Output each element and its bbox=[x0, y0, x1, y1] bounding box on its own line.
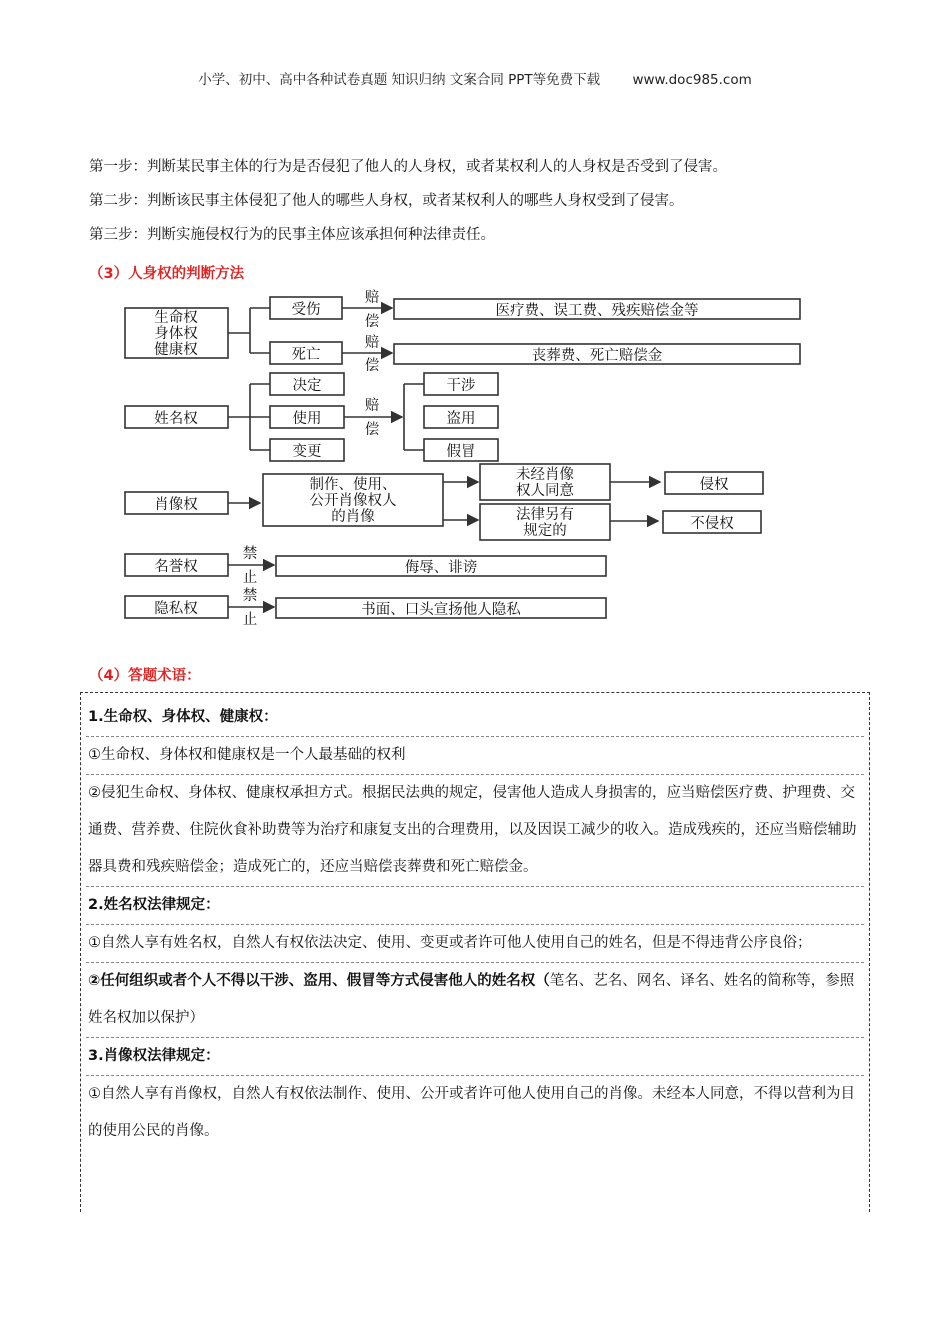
steps-section bbox=[89, 156, 879, 258]
compensate-char-5: 赔 bbox=[364, 398, 380, 414]
portrait-action-line-2: 公开肖像权人 bbox=[309, 493, 397, 509]
injury-result-label: 医疗费、误工费、残疾赔偿金等 bbox=[495, 303, 699, 319]
section-3-title: （3）人身权的判断方法 bbox=[89, 266, 245, 282]
body-right-label: 身体权 bbox=[154, 326, 198, 342]
injury-label: 受伤 bbox=[291, 302, 321, 318]
law-exception-line-2: 规定的 bbox=[523, 523, 567, 539]
portrait-action-line-3: 的肖像 bbox=[331, 509, 375, 525]
name-right-label: 姓名权 bbox=[154, 411, 198, 427]
privacy-result-label: 书面、口头宣扬他人隐私 bbox=[361, 602, 521, 618]
section-4-title: （4）答题术语： bbox=[89, 668, 201, 684]
answer-para-1: ①生命权、身体权和健康权是一个人最基础的权利 bbox=[86, 737, 864, 775]
answer-heading-1: 1.生命权、身体权、健康权： bbox=[86, 699, 864, 737]
reputation-result-label: 侮辱、诽谤 bbox=[404, 560, 478, 576]
interfere-label: 干涉 bbox=[446, 378, 476, 394]
portrait-right-label: 肖像权 bbox=[154, 497, 198, 513]
not-infringe-label: 不侵权 bbox=[690, 516, 734, 532]
use-label: 使用 bbox=[292, 411, 322, 427]
page-header bbox=[0, 68, 950, 88]
answer-para-2: ②侵犯生命权、身体权、健康权承担方式。根据民法典的规定，侵害他人造成人身损害的，应当赔偿医疗费、护理费、交通费、营养费、住院伙食补助费等为治疗和康复支出的合理费用，以及因误工减少的收入。造成残疾的，还应当赔偿辅助器具费和残疾赔偿金；造成死亡的，还应当赔偿丧葬费和死亡赔偿金。 bbox=[86, 775, 864, 887]
answer-para-5: ①自然人享有肖像权，自然人有权依法制作、使用、公开或者许可他人使用自己的肖像。未经本人同意，不得以营利为目的使用公民的肖像。 bbox=[88, 1086, 855, 1139]
forbid-char-1: 禁 bbox=[242, 546, 258, 562]
forbid-char-4: 止 bbox=[242, 612, 258, 628]
answer-para-4-rest: 笔名、艺名、网名、译名、姓名的简称等，参照姓名权加以保护） bbox=[88, 973, 855, 1026]
header-url[interactable]: www.doc985.com bbox=[632, 72, 752, 88]
step-2: 第二步：判断该民事主体侵犯了他人的哪些人身权，或者某权利人的哪些人身权受到了侵害。 bbox=[89, 193, 684, 209]
answer-heading-2: 2.姓名权法律规定： bbox=[86, 887, 864, 925]
header-text: 小学、初中、高中各种试卷真题 知识归纳 文案合同 PPT等免费下载 bbox=[198, 72, 601, 88]
answer-heading-3: 3.肖像权法律规定： bbox=[86, 1038, 864, 1076]
no-consent-line-2: 权人同意 bbox=[516, 483, 574, 499]
privacy-right-label: 隐私权 bbox=[154, 601, 198, 617]
fake-label: 假冒 bbox=[446, 444, 476, 460]
forbid-char-2: 止 bbox=[242, 570, 258, 586]
compensate-char-6: 偿 bbox=[364, 422, 380, 438]
compensate-char-1: 赔 bbox=[364, 290, 380, 306]
answer-para-4-bold: ②任何组织或者个人不得以干涉、盗用、假冒等方式侵害他人的姓名权（ bbox=[88, 973, 550, 989]
answer-para-3: ①自然人享有姓名权，自然人有权依法决定、使用、变更或者许可他人使用自己的姓名，但是不得违背公序良俗； bbox=[86, 925, 864, 963]
death-label: 死亡 bbox=[291, 347, 321, 363]
reputation-right-label: 名誉权 bbox=[154, 559, 198, 575]
law-exception-line-1: 法律另有 bbox=[516, 507, 574, 523]
change-label: 变更 bbox=[292, 444, 322, 460]
step-1: 第一步：判断某民事主体的行为是否侵犯了他人的人身权，或者某权利人的人身权是否受到了侵害。 bbox=[89, 159, 727, 175]
personal-rights-diagram bbox=[110, 288, 830, 638]
answer-para-4 bbox=[86, 963, 864, 1038]
health-right-label: 健康权 bbox=[154, 342, 198, 358]
compensate-char-3: 赔 bbox=[364, 335, 380, 351]
life-right-label: 生命权 bbox=[154, 310, 198, 326]
forbid-char-3: 禁 bbox=[242, 588, 258, 604]
portrait-action-line-1: 制作、使用、 bbox=[309, 477, 397, 493]
death-result-label: 丧葬费、死亡赔偿金 bbox=[531, 348, 663, 364]
steal-label: 盗用 bbox=[446, 411, 476, 427]
decide-label: 决定 bbox=[292, 378, 322, 394]
no-consent-line-1: 未经肖像 bbox=[516, 467, 574, 483]
infringe-label: 侵权 bbox=[699, 477, 729, 493]
compensate-char-2: 偿 bbox=[364, 314, 380, 330]
compensate-char-4: 偿 bbox=[364, 358, 380, 374]
step-3: 第三步：判断实施侵权行为的民事主体应该承担何种法律责任。 bbox=[89, 227, 495, 243]
answer-terms-box bbox=[80, 692, 870, 1212]
